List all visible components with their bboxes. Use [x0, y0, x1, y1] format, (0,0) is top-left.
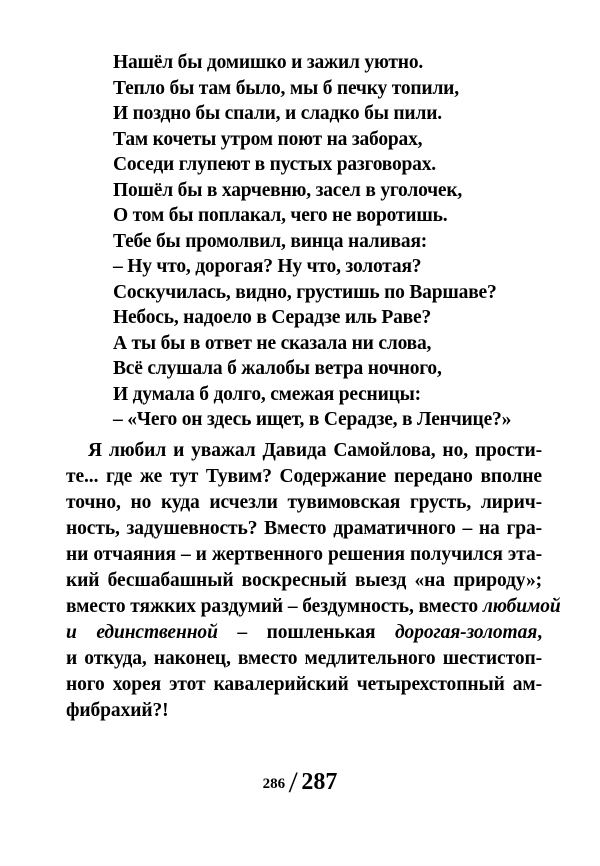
- prose-italic-text: дорогая-золотая: [394, 622, 538, 643]
- poem-line: Всё слушала б жалобы ветра ночного,: [113, 358, 442, 379]
- poem-line: Нашёл бы домишко и зажил уютно.: [113, 52, 424, 73]
- prose-text: вместо тяжких раздумий – бездумность, вместо: [66, 596, 483, 617]
- prose-line: те... где же тут Тувим? Содержание передано вполне: [66, 466, 542, 487]
- prose-line: точно, но куда исчезли тувимовская грусть, лирич-: [66, 492, 542, 513]
- poem-line: И поздно бы спали, и сладко бы пили.: [113, 103, 442, 124]
- prose-paragraph: [66, 438, 561, 724]
- poem-line: Тепло бы там было, мы б печку топили,: [113, 77, 459, 99]
- page-number-right: 287: [301, 769, 338, 795]
- prose-line: ность, задушевность? Вместо драматичного – на гра-: [66, 518, 542, 539]
- poem-line: Небось, надоело в Серадзе иль Раве?: [113, 307, 432, 328]
- prose-line: кий бесшабашный воскресный выезд «на природу»;: [66, 570, 542, 591]
- prose-line: [66, 594, 561, 620]
- poem-line: Соседи глупеют в пустых разговорах.: [113, 154, 436, 175]
- page-number-left: 286: [262, 776, 286, 792]
- page-number-separator: /: [288, 766, 298, 799]
- prose-line: Я любил и уважал Давида Самойлова, но, прости-: [88, 440, 542, 461]
- poem-line: И думала б долго, смежая ресницы:: [113, 383, 421, 405]
- poem-line: Там кочеты утром поют на заборах,: [113, 128, 423, 150]
- prose-line: ни отчаяния – и жертвенного решения получился эта-: [66, 544, 542, 565]
- prose-text: ,: [537, 622, 542, 643]
- prose-line: и откуда, наконец, вместо медлительного шестистоп-: [66, 648, 542, 669]
- prose-italic-text: и: [66, 622, 77, 643]
- prose-line: фибрахий?!: [66, 700, 169, 721]
- page-number: [0, 766, 600, 800]
- poem-line: Тебе бы промолвил, винца наливая:: [113, 230, 428, 252]
- prose-line: [66, 620, 542, 646]
- prose-italic-text: любимой: [482, 596, 561, 617]
- poem-line: А ты бы в ответ не сказала ни слова,: [113, 332, 432, 354]
- poem-block: [113, 50, 533, 433]
- poem-line: Соскучилась, видно, грустишь по Варшаве?: [113, 281, 497, 303]
- poem-line: – Ну что, дорогая? Ну что, золотая?: [113, 256, 422, 277]
- poem-line: Пошёл бы в харчевню, засел в уголочек,: [113, 179, 463, 201]
- prose-italic-text: единственной: [96, 622, 218, 643]
- prose-line: ного хорея этот кавалерийский четырехстопный ам-: [66, 674, 542, 695]
- poem-line: – «Чего он здесь ищет, в Серадзе, в Ленчице?»: [113, 409, 512, 430]
- poem-line: О том бы поплакал, чего не воротишь.: [113, 205, 448, 226]
- prose-text: – пошленькая: [217, 622, 395, 643]
